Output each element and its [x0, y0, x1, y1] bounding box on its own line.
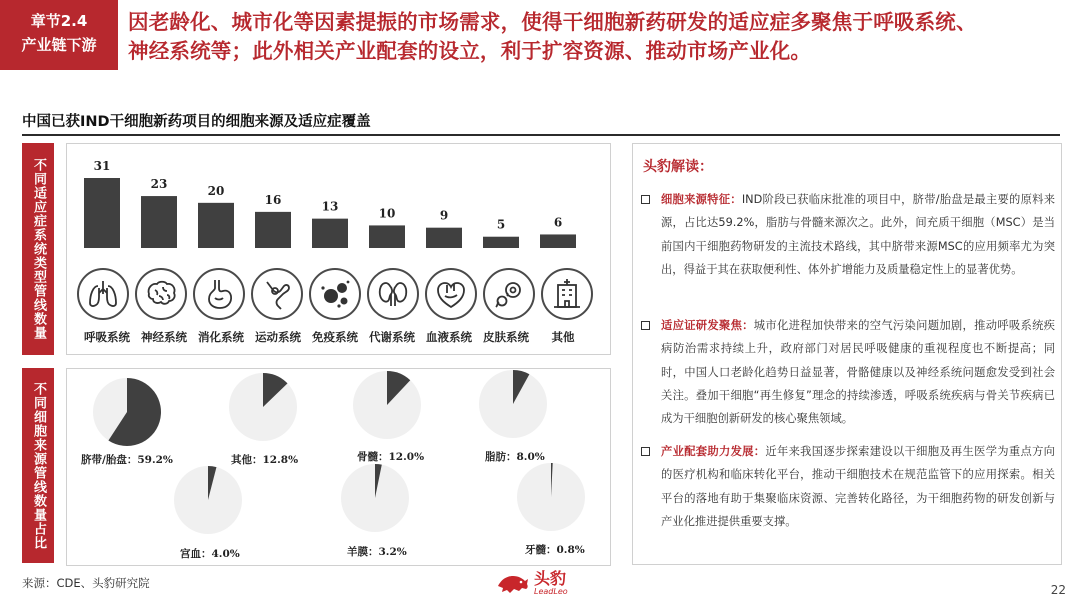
bar-value-label-6: 9	[439, 208, 449, 223]
bar-panel-label	[22, 143, 54, 355]
bar-3	[255, 212, 291, 248]
analysis-item	[641, 314, 1055, 430]
logo-text-cn: 头豹	[534, 569, 567, 588]
bar-4	[312, 219, 348, 248]
lungs-icon	[77, 268, 129, 320]
page-number: 22	[1050, 583, 1066, 597]
heart-icon	[425, 268, 477, 320]
chapter-number: 章节2.4	[30, 12, 88, 30]
bar-value-label-2: 20	[207, 183, 225, 198]
indication-bar-panel	[66, 143, 611, 355]
joint-icon	[251, 268, 303, 320]
category-label-other: 其他	[551, 330, 575, 344]
headline-line-1: 因老龄化、城市化等因素提振的市场需求，使得干细胞新药研发的适应症多聚焦于呼吸系统、	[128, 10, 977, 34]
brain-icon	[135, 268, 187, 320]
bar-value-label-8: 6	[553, 215, 563, 230]
bar-6	[426, 228, 462, 248]
bar-value-label-7: 5	[496, 217, 506, 232]
bar-value-label-3: 16	[264, 192, 282, 207]
kidney-icon	[367, 268, 419, 320]
bar-panel-label-text: 不同适应症系统类型管线数量	[31, 158, 46, 340]
section-title: 中国已获IND干细胞新药项目的细胞来源及适应症覆盖	[22, 114, 371, 130]
page-headline	[128, 8, 1073, 66]
analysis-title: 头豹解读：	[643, 159, 713, 175]
chapter-section: 产业链下游	[21, 36, 97, 54]
stomach-icon	[193, 268, 245, 320]
leadleo-logo	[496, 570, 568, 596]
pie-label-dental-pulp: 牙髓：0.8%	[525, 544, 585, 556]
pie-label-umbilical: 脐带/胎盘：59.2%	[81, 454, 173, 466]
analysis-item-heading: 适应证研发聚焦：	[661, 319, 754, 332]
bar-5	[369, 225, 405, 248]
category-label-digestive: 消化系统	[198, 330, 244, 344]
analysis-item-text: IND阶段已获临床批准的项目中，脐带/胎盘是最主要的原料来源，占比达59.2%，脂肪与骨髓来源次之。此外，间充质干细胞（MSC）是当前国内干细胞药物研发的主流技术路线，其中脐带来源MSC的应用频率尤为突出，得益于其在获取便利性、体外扩增能力及质量稳定性上的显著优势。	[661, 193, 1055, 276]
category-label-metabolic: 代谢系统	[369, 330, 415, 344]
analysis-item	[641, 188, 1055, 281]
square-bullet-icon	[641, 447, 650, 456]
logo-text-en: LeadLeo	[534, 587, 568, 596]
bar-value-label-4: 13	[321, 199, 339, 214]
bar-value-label-1: 23	[150, 177, 168, 192]
analysis-item-text: 城市化进程加快带来的空气污染问题加剧，推动呼吸系统疾病防治需求持续上升，政府部门对居民呼吸健康的重视程度也不断提高；同时，中国人口老龄化趋势日益显著，骨骼健康以及神经系统问题愈发受到社会关注。叠加干细胞“再生修复”理念的持续渗透，呼吸系统疾病与骨关节疾病已成为干细胞创新研发的核心聚焦领域。	[661, 319, 1055, 426]
bar-2	[198, 203, 234, 248]
analysis-item-text: 近年来我国逐步探索建设以干细胞及再生医学为重点方向的医疗机构和临床转化平台，推动干细胞技术在规范监管下的应用探索。相关平台的落地有助于集聚临床资源、完善转化路径，为干细胞药物的研发创新与产业化推进提供重要支撑。	[661, 445, 1055, 528]
headline-line-2: 神经系统等；此外相关产业配套的设立，利于扩容资源、推动市场产业化。	[128, 39, 812, 63]
pie-label-bone-marrow: 骨髓：12.0%	[357, 451, 425, 463]
pie-label-adipose: 脂肪：8.0%	[485, 451, 545, 463]
cells-icon	[483, 268, 535, 320]
virus-icon	[309, 268, 361, 320]
category-label-respiratory: 呼吸系统	[84, 330, 130, 344]
bar-value-label-0: 31	[93, 159, 111, 173]
bar-8	[540, 234, 576, 248]
source-note: 来源：CDE、头豹研究院	[22, 576, 150, 590]
pie-panel-label-text: 不同细胞来源管线数量占比	[31, 381, 46, 550]
title-divider	[22, 134, 1060, 136]
pie-label-amnion: 羊膜：3.2%	[347, 546, 407, 558]
square-bullet-icon	[641, 321, 650, 330]
analysis-item	[641, 440, 1055, 533]
pie-label-other: 其他：12.8%	[231, 454, 299, 466]
bar-0	[84, 178, 120, 248]
category-label-blood: 血液系统	[426, 330, 472, 344]
square-bullet-icon	[641, 195, 650, 204]
bar-7	[483, 237, 519, 248]
analysis-item-heading: 产业配套助力发展：	[661, 445, 766, 458]
bar-value-label-5: 10	[378, 206, 396, 221]
category-label-motor: 运动系统	[255, 330, 301, 344]
leopard-logo-icon	[496, 570, 530, 596]
system-icon-row	[77, 268, 597, 318]
pie-label-menstrual: 宫血：4.0%	[180, 548, 240, 560]
cell-source-pie-panel	[66, 368, 611, 566]
analysis-panel	[632, 143, 1062, 565]
indication-bar-chart	[67, 144, 612, 268]
category-label-skin: 皮肤系统	[483, 330, 529, 344]
hospital-icon	[541, 268, 593, 320]
pie-panel-label	[22, 368, 54, 563]
chapter-badge	[0, 0, 118, 70]
analysis-item-heading: 细胞来源特征：	[661, 193, 742, 206]
cell-source-pie-charts	[67, 369, 612, 567]
category-label-immune: 免疫系统	[312, 330, 358, 344]
category-label-neural: 神经系统	[141, 330, 187, 344]
bar-1	[141, 196, 177, 248]
